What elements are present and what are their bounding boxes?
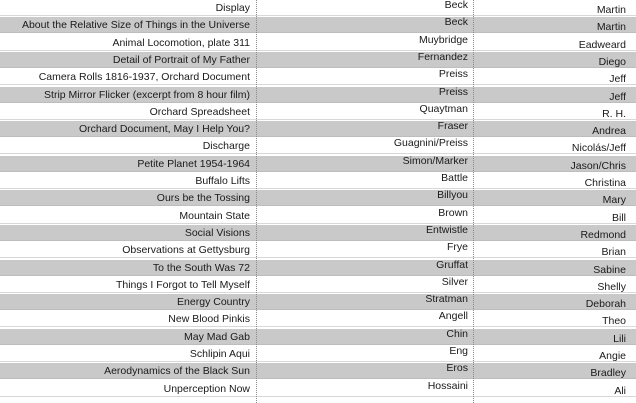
first-name-cell[interactable]: Theo [602, 315, 626, 327]
title-cell[interactable]: Strip Mirror Flicker (excerpt from 8 hour film) [44, 89, 250, 101]
last-name-cell[interactable]: Beck [444, 16, 468, 28]
last-name-cell[interactable]: Angell [438, 310, 468, 322]
title-cell[interactable]: Animal Locomotion, plate 311 [112, 37, 250, 49]
table-row[interactable] [0, 17, 636, 33]
first-name-cell[interactable]: Martin [596, 21, 626, 33]
last-name-cell[interactable]: Stratman [425, 293, 468, 305]
title-cell[interactable]: Detail of Portrait of My Father [112, 54, 250, 66]
title-cell[interactable]: New Blood Pinkis [168, 313, 250, 325]
title-cell[interactable]: Observations at Gettysburg [122, 244, 250, 256]
last-name-cell[interactable]: Preiss [438, 86, 468, 98]
title-cell[interactable]: Petite Planet 1954-1964 [137, 158, 250, 170]
table-row[interactable] [0, 138, 636, 154]
table-row[interactable] [0, 242, 636, 258]
last-name-cell[interactable]: Beck [444, 0, 468, 11]
first-name-cell[interactable]: Mary [602, 194, 626, 206]
last-name-cell[interactable]: Simon/Marker [402, 155, 468, 167]
last-name-cell[interactable]: Eros [446, 362, 468, 374]
title-cell[interactable]: May Mad Gab [184, 331, 250, 343]
first-name-cell[interactable]: Sabine [593, 264, 626, 276]
last-name-cell[interactable]: Brown [438, 207, 468, 219]
table-row[interactable] [0, 190, 636, 206]
title-cell[interactable]: Camera Rolls 1816-1937, Orchard Document [38, 71, 250, 83]
last-name-cell[interactable]: Muybridge [418, 34, 468, 46]
last-name-cell[interactable]: Preiss [438, 68, 468, 80]
last-name-cell[interactable]: Frye [447, 241, 468, 253]
first-name-cell[interactable]: Diego [598, 56, 626, 68]
title-cell[interactable]: Social Visions [184, 227, 250, 239]
column-divider [473, 0, 474, 403]
last-name-cell[interactable]: Chin [446, 328, 468, 340]
last-name-cell[interactable]: Gruffat [436, 259, 468, 271]
table-row[interactable] [0, 69, 636, 85]
last-name-cell[interactable]: Billyou [437, 189, 468, 201]
title-cell[interactable]: Buffalo Lifts [195, 175, 250, 187]
first-name-cell[interactable]: Jeff [609, 73, 626, 85]
first-name-cell[interactable]: Ali [614, 385, 626, 397]
last-name-cell[interactable]: Fernandez [417, 51, 468, 63]
last-name-cell[interactable]: Guagnini/Preiss [393, 137, 468, 149]
title-cell[interactable]: Unperception Now [163, 383, 250, 395]
last-name-cell[interactable]: Fraser [437, 120, 468, 132]
title-cell[interactable]: Discharge [202, 140, 250, 152]
first-name-cell[interactable]: Jason/Chris [570, 160, 626, 172]
table-row[interactable] [0, 363, 636, 379]
last-name-cell[interactable]: Silver [441, 276, 468, 288]
first-name-cell[interactable]: Redmond [580, 229, 626, 241]
title-cell[interactable]: Orchard Document, May I Help You? [78, 123, 250, 135]
column-divider [256, 0, 257, 403]
first-name-cell[interactable]: Shelly [597, 281, 626, 293]
title-cell[interactable]: Orchard Spreadsheet [149, 106, 250, 118]
first-name-cell[interactable]: Bradley [590, 367, 626, 379]
table-row[interactable] [0, 311, 636, 327]
title-cell[interactable]: Aerodynamics of the Black Sun [104, 365, 250, 377]
last-name-cell[interactable]: Eng [449, 345, 468, 357]
first-name-cell[interactable]: R. H. [602, 108, 626, 120]
first-name-cell[interactable]: Eadweard [578, 39, 626, 51]
title-cell[interactable]: Things I Forgot to Tell Myself [115, 279, 250, 291]
first-name-cell[interactable]: Jeff [609, 91, 626, 103]
title-cell[interactable]: Ours be the Tossing [156, 192, 250, 204]
first-name-cell[interactable]: Lili [613, 333, 626, 345]
last-name-cell[interactable]: Battle [441, 172, 468, 184]
first-name-cell[interactable]: Christina [584, 177, 626, 189]
title-cell[interactable]: Energy Country [177, 296, 250, 308]
first-name-cell[interactable]: Brian [601, 246, 626, 258]
title-cell[interactable]: Schlipin Aqui [189, 348, 250, 360]
first-name-cell[interactable]: Nicolás/Jeff [571, 142, 626, 154]
first-name-cell[interactable]: Martin [596, 4, 626, 16]
last-name-cell[interactable]: Quaytman [419, 103, 468, 115]
first-name-cell[interactable]: Angie [599, 350, 626, 362]
title-cell[interactable]: Mountain State [179, 210, 250, 222]
last-name-cell[interactable]: Entwistle [425, 224, 468, 236]
first-name-cell[interactable]: Deborah [585, 298, 626, 310]
table-row[interactable] [0, 381, 636, 397]
title-cell[interactable]: To the South Was 72 [152, 262, 250, 274]
first-name-cell[interactable]: Andrea [592, 125, 626, 137]
last-name-cell[interactable]: Hossaini [427, 380, 468, 392]
title-cell[interactable]: Display [215, 2, 250, 14]
title-cell[interactable]: About the Relative Size of Things in the Universe [21, 19, 250, 31]
first-name-cell[interactable]: Bill [611, 212, 626, 224]
